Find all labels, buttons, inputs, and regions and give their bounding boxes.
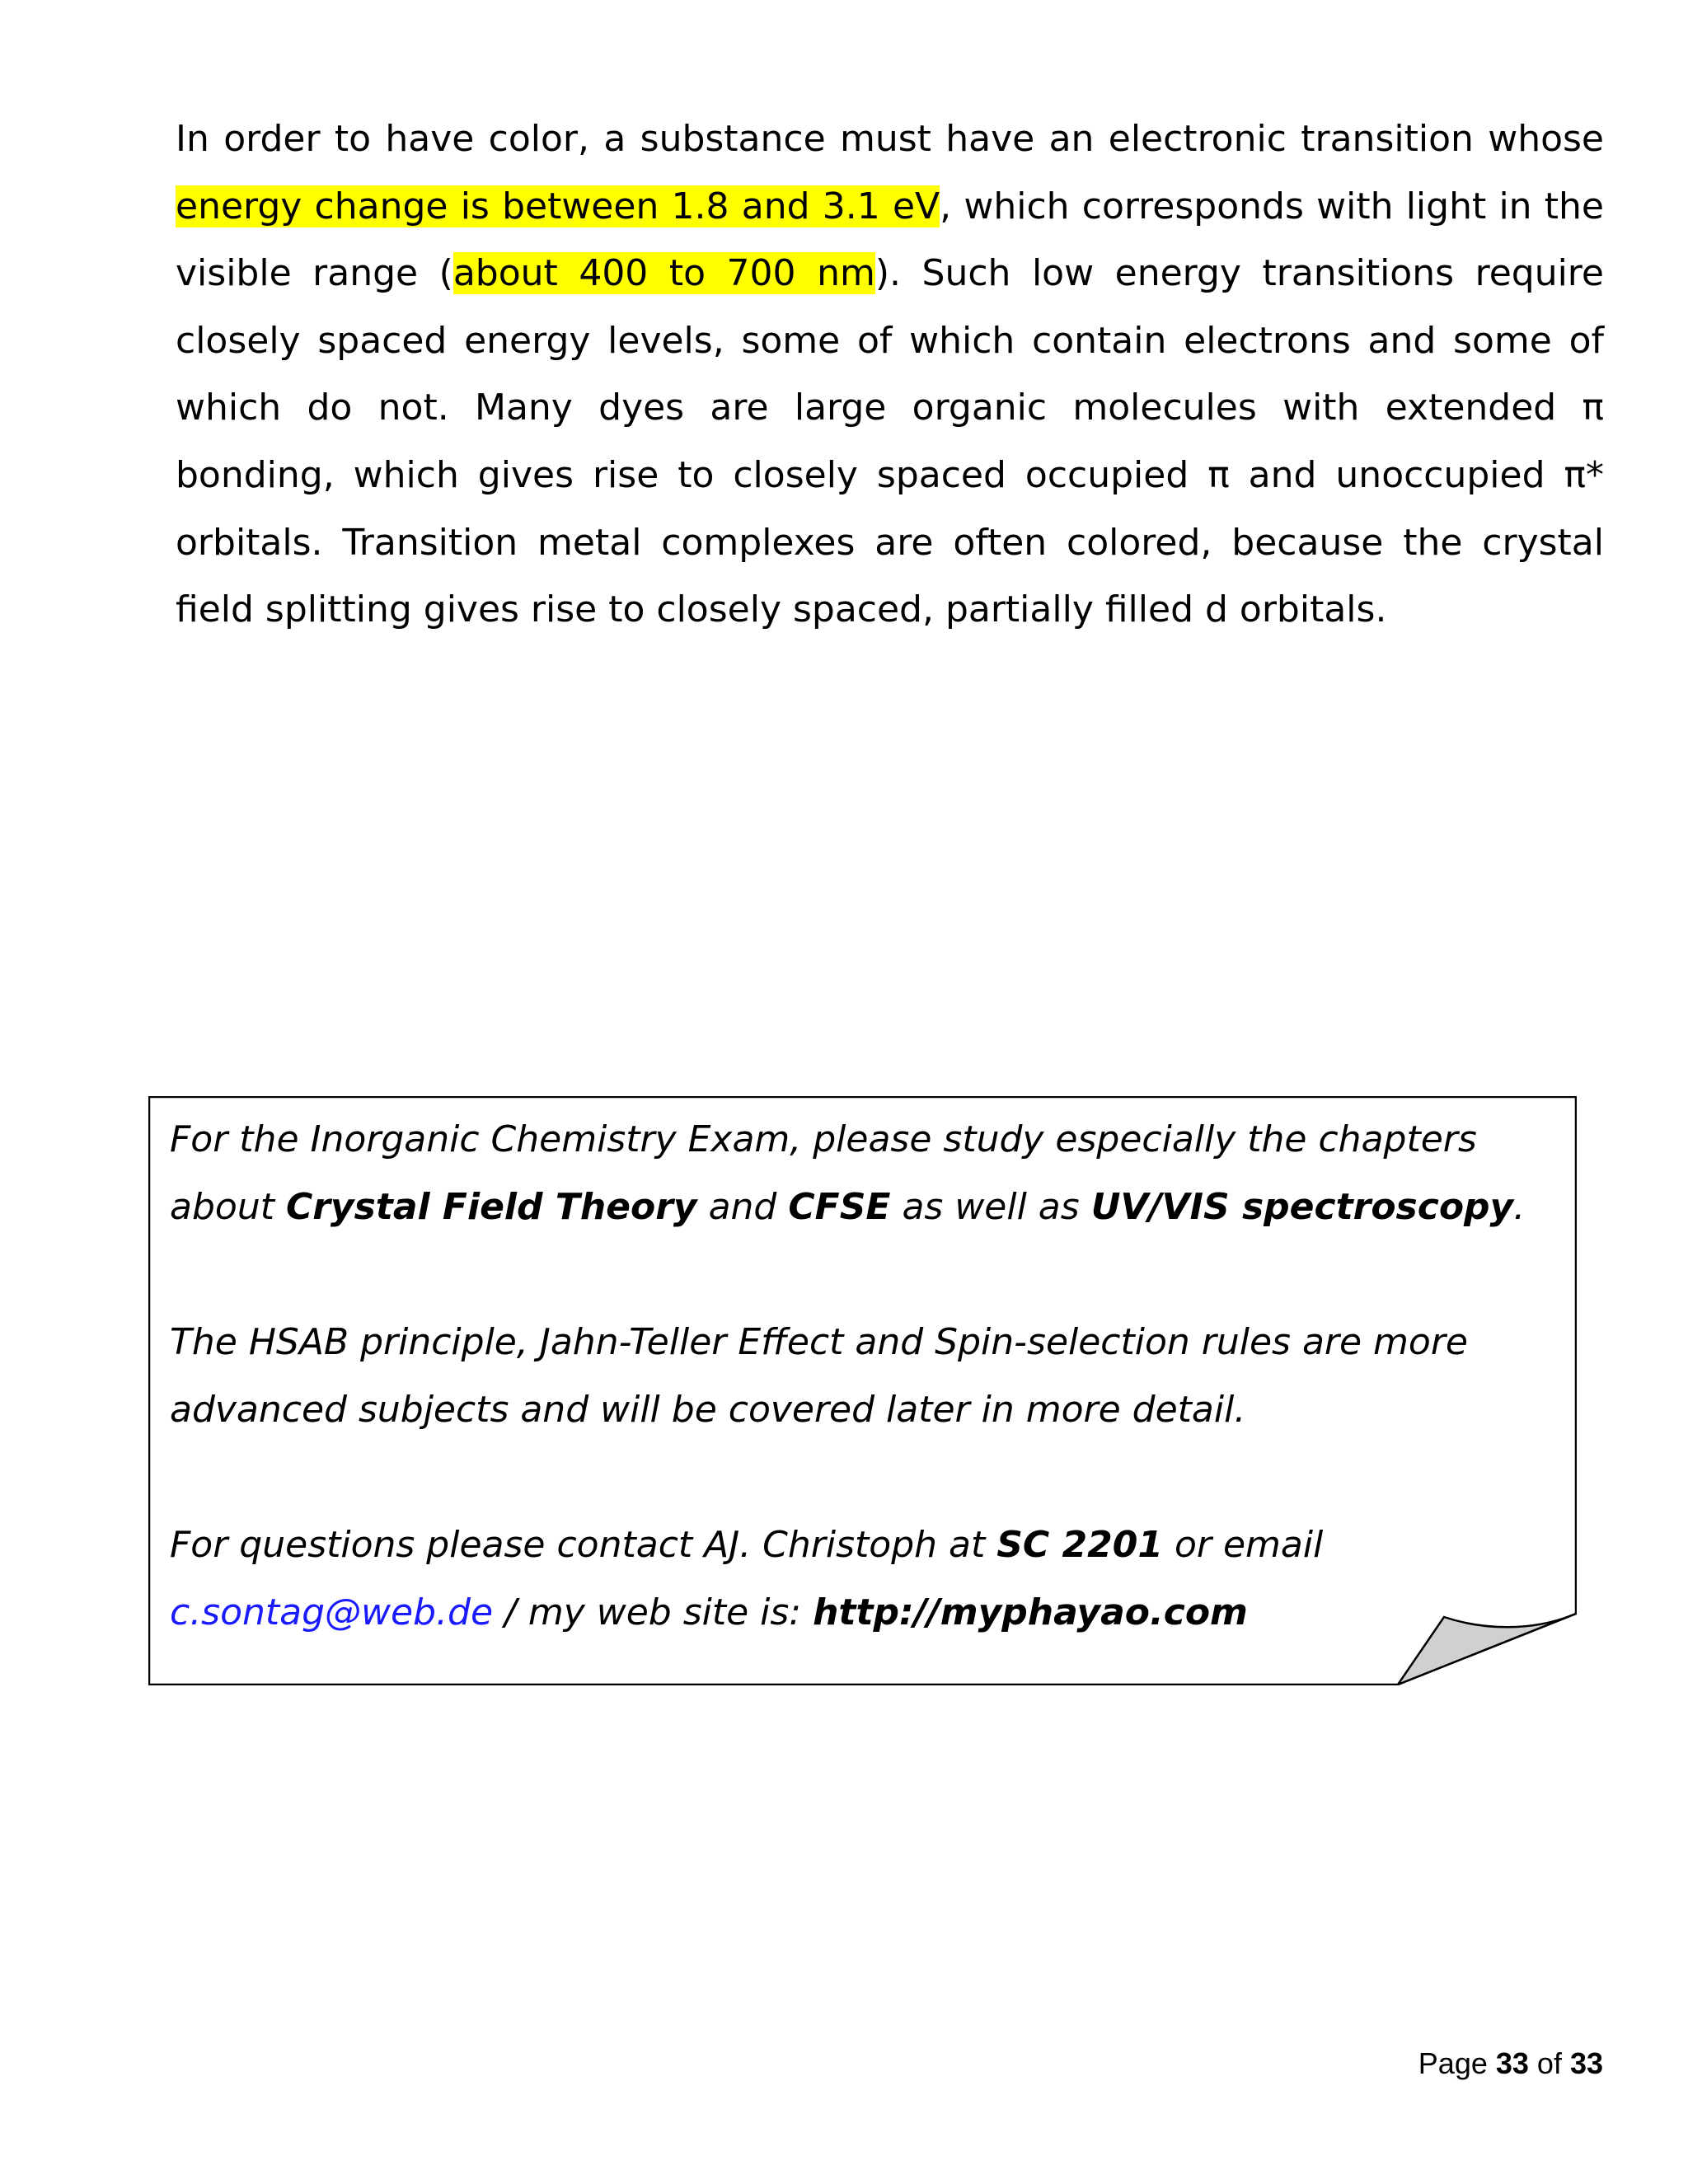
callout-contact-paragraph	[170, 1511, 1563, 1647]
paragraph-text-1: In order to have color, a substance must have an electronic transition whose	[176, 118, 1604, 160]
study-as-well-as: as well as	[890, 1186, 1091, 1228]
callout-text	[170, 1106, 1563, 1647]
highlight-wavelength-range: about 400 to 700 nm	[452, 252, 875, 295]
topic-crystal-field-theory: Crystal Field Theory	[285, 1186, 697, 1228]
contact-intro: For questions please contact AJ. Christoph at	[170, 1524, 997, 1566]
callout-advanced-paragraph: The HSAB principle, Jahn-Teller Effect and Spin-selection rules are more advanced subjects and will be covered later in more detail.	[170, 1321, 1468, 1431]
callout-study-paragraph	[170, 1106, 1563, 1241]
website-label: / my web site is:	[493, 1591, 814, 1633]
page-word: Page	[1418, 2046, 1496, 2080]
page-number	[1418, 2046, 1603, 2081]
of-word: of	[1528, 2046, 1570, 2080]
paragraph-text-2: , which corresponds with light in the visible range (	[176, 185, 1604, 295]
contact-or-email: or email	[1162, 1524, 1324, 1566]
contact-room: SC 2201	[996, 1524, 1163, 1566]
paragraph-text-3: ). Such low energy transitions require closely spaced energy levels, some of which contain electrons and some of which do not. Many dyes are large organic molecules with extended π bonding, which gives rise to closely spaced occupied π and unoccupied π* orbitals. Transition metal complexes are often colored, because the crystal field splitting gives rise to closely spaced, partially filled d orbitals.	[176, 252, 1604, 631]
total-pages: 33	[1569, 2046, 1603, 2080]
study-period: .	[1513, 1186, 1526, 1228]
study-intro: For the Inorganic Chemistry Exam, please study especially the chapters about	[170, 1118, 1477, 1228]
email-link[interactable]: c.sontag@web.de	[170, 1591, 494, 1633]
exam-note-callout	[148, 1096, 1577, 1685]
topic-cfse: CFSE	[788, 1186, 891, 1228]
topic-uv-vis: UV/VIS spectroscopy	[1090, 1186, 1514, 1228]
current-page: 33	[1495, 2046, 1529, 2080]
website-link[interactable]: http://myphayao.com	[813, 1591, 1248, 1633]
highlight-energy-range: energy change is between 1.8 and 3.1 eV	[176, 185, 940, 227]
body-paragraph	[176, 105, 1604, 644]
study-and: and	[696, 1186, 789, 1228]
